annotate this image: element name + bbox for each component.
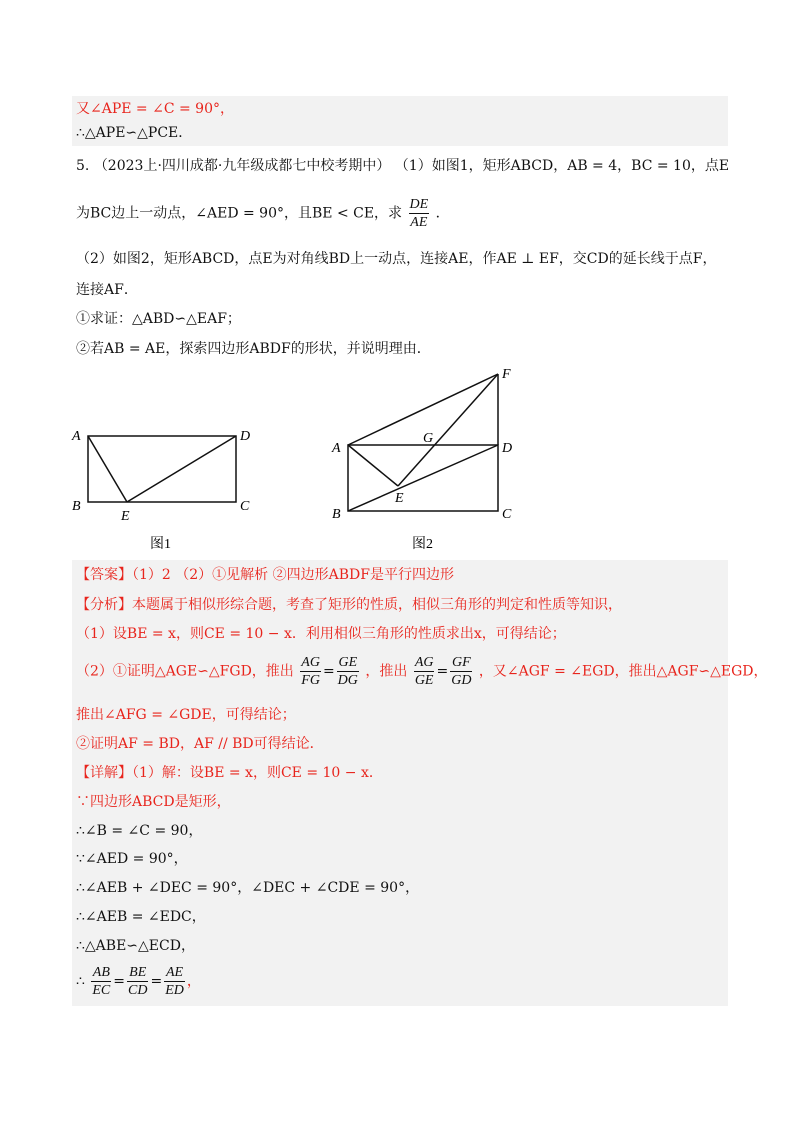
punctuation: ． bbox=[435, 205, 450, 222]
figures-area bbox=[0, 360, 800, 560]
detail-line-1: 【详解】（1）解：设BE = x，则CE = 10 − x． bbox=[76, 765, 383, 781]
problem-part1-intro: （1）如图1，矩形ABCD，AB = 4，BC = 10，点E bbox=[394, 158, 730, 174]
fig1-label-c: C bbox=[240, 499, 250, 514]
detail-line-3: ∴∠B = ∠C = 90， bbox=[76, 823, 203, 839]
fraction-denominator: AE bbox=[410, 215, 428, 230]
fig1-label-b: B bbox=[72, 499, 81, 514]
prev-solution-conclusion: ∴△APE∽△PCE． bbox=[76, 125, 193, 141]
fraction-denominator: GE bbox=[414, 673, 434, 688]
fraction-numerator: GF bbox=[452, 655, 471, 670]
therefore-symbol: ∴ bbox=[76, 973, 85, 990]
detail-line-2: ∵四边形ABCD是矩形， bbox=[76, 794, 231, 810]
fraction-denominator: ED bbox=[165, 983, 184, 998]
fraction-denominator: EC bbox=[92, 983, 111, 998]
fig1-label-e: E bbox=[121, 509, 130, 524]
fig2-label-c: C bbox=[502, 507, 512, 522]
equals-sign: = bbox=[436, 663, 449, 680]
analysis-line: 【分析】本题属于相似形综合题，考查了矩形的性质，相似三角形的判定和性质等知识， bbox=[76, 597, 622, 613]
analysis-part-2-line2: 推出∠AFG = ∠GDE，可得结论； bbox=[76, 707, 296, 723]
fig2-label-a: A bbox=[332, 441, 341, 456]
fig1-rectangle-abcd bbox=[88, 436, 236, 502]
fraction-denominator: FG bbox=[301, 673, 320, 688]
problem-part2-subquestion-2: ②若AB = AE，探索四边形ABDF的形状，并说明理由． bbox=[76, 341, 431, 357]
fig1-label-d: D bbox=[240, 429, 251, 444]
fig2-label-g: G bbox=[423, 431, 434, 446]
problem-part2-subquestion-1: ①求证：△ABD∽△EAF； bbox=[76, 311, 241, 327]
fraction-numerator: AG bbox=[414, 655, 434, 670]
analysis-part-1: （1）设BE = x，则CE = 10 − x．利用相似三角形的性质求出x，可得结论； bbox=[76, 626, 566, 642]
fraction-ge-dg bbox=[337, 654, 359, 689]
fraction-denominator: CD bbox=[128, 983, 148, 998]
figure-1 bbox=[88, 436, 236, 502]
fig2-label-f: F bbox=[502, 367, 511, 382]
equals-sign: = bbox=[150, 973, 163, 990]
fraction-numerator: GE bbox=[338, 655, 358, 670]
prev-solution-line-2 bbox=[76, 124, 192, 142]
fraction-numerator: DE bbox=[409, 197, 429, 212]
fraction-ae-ed bbox=[164, 964, 185, 999]
detail-line-6: ∴∠AEB = ∠EDC， bbox=[76, 909, 206, 925]
fig1-segment-ae bbox=[88, 436, 127, 502]
problem-part1-condition: 为BC边上一动点，∠AED = 90°，且BE < CE，求 bbox=[76, 205, 403, 222]
equals-sign: = bbox=[322, 663, 335, 680]
analysis-2-text-b: ，推出 bbox=[365, 663, 408, 680]
fraction-numerator: AB bbox=[92, 965, 110, 980]
fig2-label-e: E bbox=[395, 491, 404, 506]
detail-line-7: ∴△ABE∽△ECD， bbox=[76, 938, 195, 954]
problem-part2-line1: （2）如图2，矩形ABCD，点E为对角线BD上一动点，连接AE，作AE ⊥ EF，交CD的延长线于点F， bbox=[76, 251, 717, 267]
fraction-numerator: AE bbox=[165, 965, 184, 980]
fraction-denominator: GD bbox=[451, 673, 472, 688]
fig2-segment-ef bbox=[398, 374, 498, 486]
fraction-be-cd bbox=[127, 964, 148, 999]
analysis-2-text-a: （2）①证明△AGE∽△FGD，推出 bbox=[76, 663, 294, 680]
detail-line-4: ∵∠AED = 90°， bbox=[76, 851, 188, 867]
problem-part2-line2: 连接AF． bbox=[76, 282, 138, 298]
fig2-diagonal-bd bbox=[348, 445, 498, 511]
fig2-caption: 图2 bbox=[412, 537, 433, 552]
fraction-ag-fg bbox=[300, 654, 321, 689]
fraction-gf-gd bbox=[450, 654, 472, 689]
equals-sign: = bbox=[113, 973, 125, 990]
problem-heading bbox=[76, 157, 729, 175]
problem-part1-line2 bbox=[76, 196, 450, 231]
fraction-ag-ge bbox=[414, 654, 435, 689]
analysis-part-2-line1 bbox=[76, 654, 768, 689]
detail-line-5: ∴∠AEB + ∠DEC = 90°，∠DEC + ∠CDE = 90°， bbox=[76, 880, 420, 896]
fraction-denominator: DG bbox=[337, 673, 358, 688]
fig2-label-b: B bbox=[332, 507, 341, 522]
problem-number: 5. bbox=[76, 158, 90, 174]
answer-line: 【答案】（1）2 （2）①见解析 ②四边形ABDF是平行四边形 bbox=[76, 567, 454, 583]
fraction-de-ae bbox=[409, 196, 430, 231]
fig1-label-a: A bbox=[72, 429, 81, 444]
analysis-part-2-line3: ②证明AF = BD，AF // BD可得结论． bbox=[76, 736, 324, 752]
punctuation: ， bbox=[186, 973, 201, 990]
analysis-2-text-c: ，又∠AGF = ∠EGD，推出△AGF∽△EGD， bbox=[478, 663, 768, 680]
fig1-caption: 图1 bbox=[150, 537, 171, 552]
fraction-ab-ec bbox=[91, 964, 111, 999]
fig2-label-d: D bbox=[502, 441, 513, 456]
fig1-segment-ed bbox=[127, 436, 236, 502]
prev-solution-line-1: 又∠APE = ∠C = 90°， bbox=[76, 101, 234, 117]
fraction-numerator: AG bbox=[301, 655, 320, 670]
fraction-numerator: BE bbox=[127, 964, 148, 982]
detail-line-8 bbox=[76, 964, 201, 999]
fig2-segment-ae bbox=[348, 445, 398, 486]
problem-source: （2023上·四川成都·九年级成都七中校考期中） bbox=[93, 158, 391, 174]
